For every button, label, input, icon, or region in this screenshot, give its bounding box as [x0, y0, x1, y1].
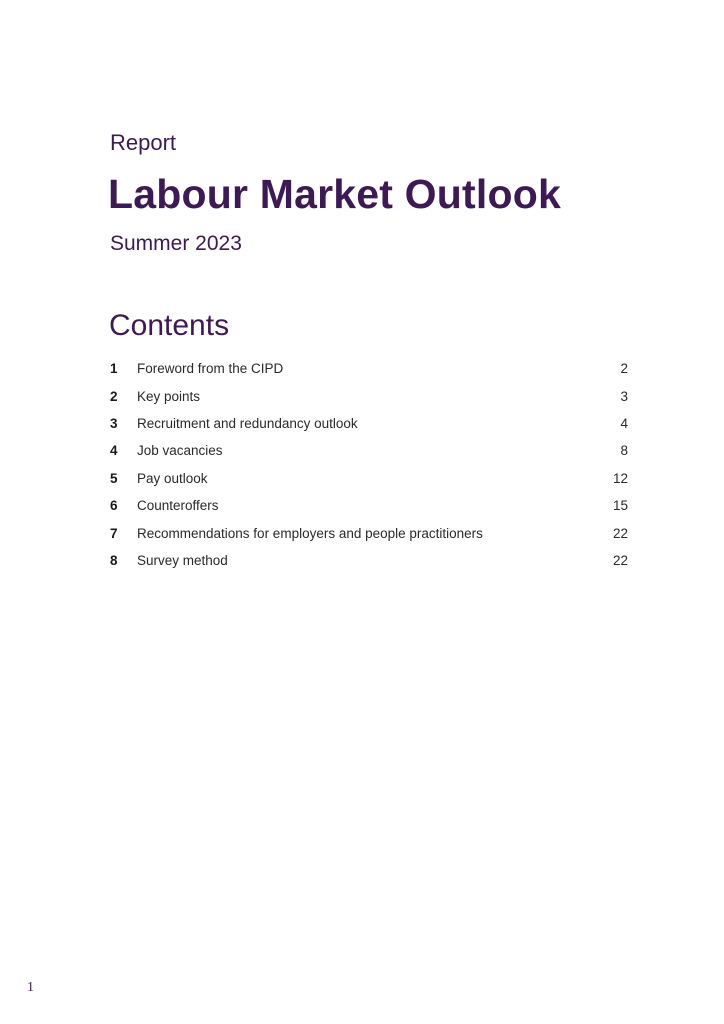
- toc-item-label: Foreword from the CIPD: [137, 361, 284, 377]
- report-subtitle: Summer 2023: [110, 232, 242, 255]
- document-type-label: Report: [110, 130, 177, 155]
- toc-item-label: Recommendations for employers and people practitioners: [137, 525, 483, 541]
- toc-item-number: 7: [110, 525, 118, 541]
- toc-item[interactable]: [110, 437, 628, 464]
- toc-item-number: 3: [110, 415, 118, 431]
- toc-item-number: 2: [110, 388, 118, 404]
- toc-item-label: Counteroffers: [137, 498, 219, 514]
- toc-item-page: 8: [620, 443, 628, 459]
- toc-item-label: Key points: [137, 388, 201, 404]
- toc-item-page: 4: [620, 415, 628, 431]
- toc-item-label: Job vacancies: [137, 443, 223, 459]
- toc-item-label: Pay outlook: [137, 470, 208, 486]
- toc-item-number: 1: [110, 361, 118, 377]
- toc-item[interactable]: [110, 465, 628, 492]
- table-of-contents: [110, 355, 628, 574]
- toc-item[interactable]: [110, 547, 628, 574]
- toc-item-page: 12: [612, 470, 628, 486]
- toc-item-page: 15: [612, 498, 628, 514]
- toc-item-number: 4: [110, 443, 118, 459]
- toc-item-page: 22: [612, 552, 628, 568]
- toc-item[interactable]: [110, 519, 628, 546]
- toc-item-number: 5: [110, 470, 118, 486]
- contents-heading: Contents: [109, 309, 230, 342]
- toc-item[interactable]: [110, 382, 628, 409]
- toc-item-number: 8: [110, 552, 118, 568]
- page-number: 1: [27, 980, 34, 995]
- toc-item[interactable]: [110, 492, 628, 519]
- toc-item-page: 22: [612, 525, 628, 541]
- toc-item-page: 3: [620, 388, 628, 404]
- toc-item-label: Recruitment and redundancy outlook: [137, 415, 358, 431]
- toc-item-number: 6: [110, 498, 118, 514]
- toc-item[interactable]: [110, 355, 628, 382]
- toc-item[interactable]: [110, 410, 628, 437]
- report-title: Labour Market Outlook: [108, 171, 561, 217]
- toc-item-label: Survey method: [137, 552, 228, 568]
- toc-item-page: 2: [620, 361, 628, 377]
